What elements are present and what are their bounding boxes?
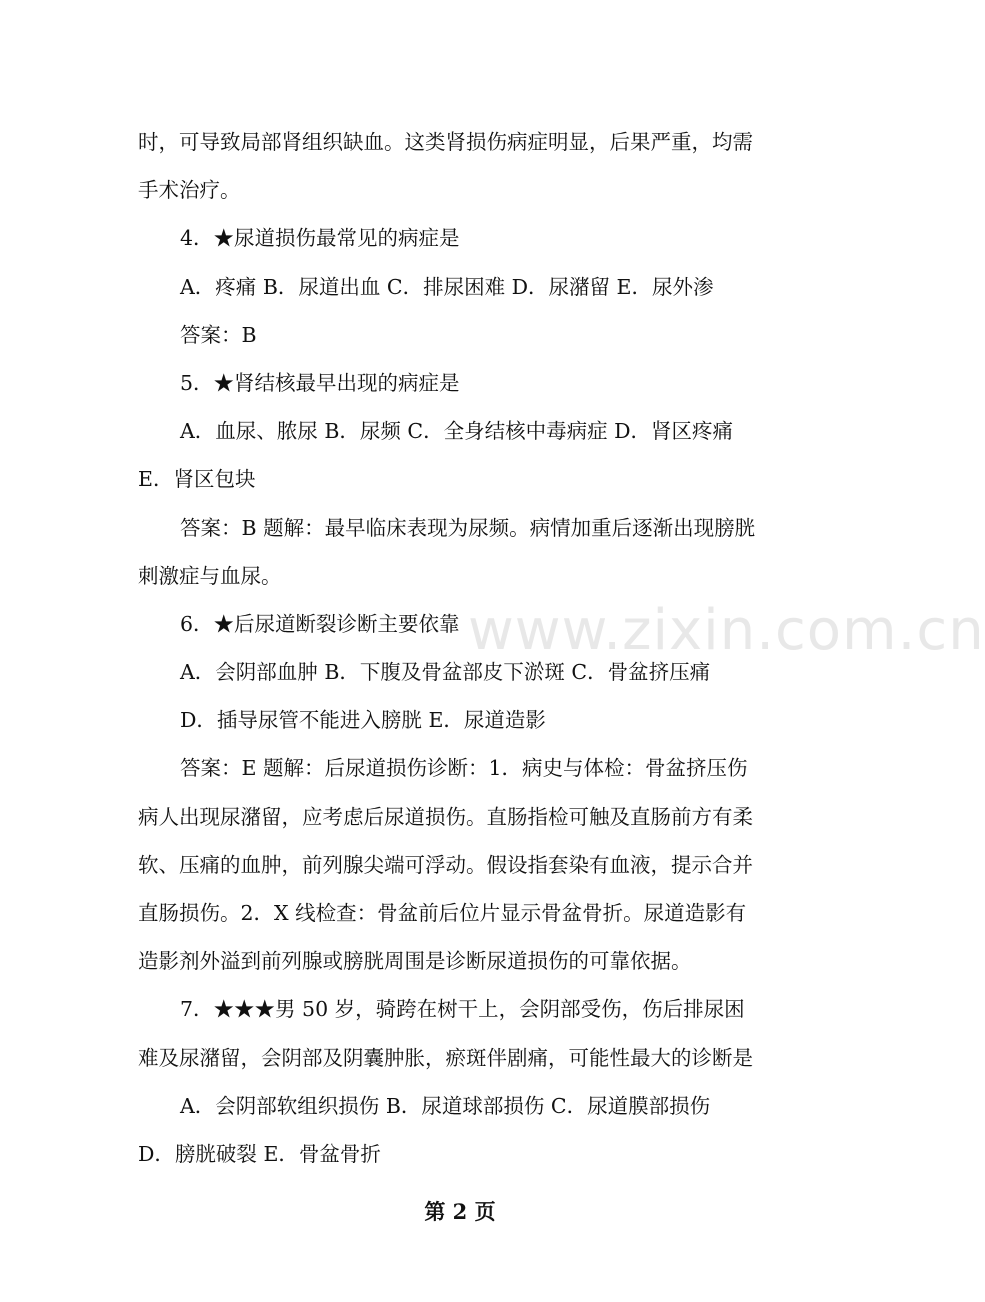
text-line: 5．★肾结核最早出现的病症是 bbox=[180, 370, 460, 395]
text-line: 造影剂外溢到前列腺或膀胱周围是诊断尿道损伤的可靠依据。 bbox=[138, 949, 692, 974]
text-line: D．插导尿管不能进入膀胱 E．尿道造影 bbox=[180, 708, 546, 733]
text-line: 难及尿潴留，会阴部及阴囊肿胀，瘀斑伴剧痛，可能性最大的诊断是 bbox=[138, 1045, 753, 1070]
text-line: E．肾区包块 bbox=[138, 467, 256, 492]
text-line: A．会阴部血肿 B．下腹及骨盆部皮下淤斑 C．骨盆挤压痛 bbox=[180, 660, 711, 685]
body-text bbox=[138, 118, 788, 1178]
page-number: 第 2 页 bbox=[424, 1199, 496, 1224]
text-line: 软、压痛的血肿，前列腺尖端可浮动。假设指套染有血液，提示合并 bbox=[138, 852, 753, 877]
text-line: A．血尿、脓尿 B．尿频 C．全身结核中毒病症 D．肾区疼痛 bbox=[180, 419, 734, 444]
text-line: 手术治疗。 bbox=[138, 178, 241, 203]
text-line: A．疼痛 B．尿道出血 C．排尿困难 D．尿潴留 E．尿外渗 bbox=[180, 274, 714, 299]
text-line: 时，可导致局部肾组织缺血。这类肾损伤病症明显，后果严重，均需 bbox=[138, 130, 753, 154]
text-line: 答案：B bbox=[180, 322, 257, 347]
watermark: www.zixin.com.cn bbox=[468, 598, 985, 663]
text-line: 直肠损伤。2．X 线检查：骨盆前后位片显示骨盆骨折。尿道造影有 bbox=[138, 901, 747, 925]
text-line: 刺激症与血尿。 bbox=[138, 563, 282, 588]
text-line: 7．★★★男 50 岁，骑跨在树干上，会阴部受伤，伤后排尿困 bbox=[180, 997, 745, 1022]
text-line: 6．★后尿道断裂诊断主要依靠 bbox=[180, 611, 460, 636]
text-line: 答案：E 题解：后尿道损伤诊断：1．病史与体检：骨盆挤压伤 bbox=[180, 756, 748, 781]
text-line: D．膀胱破裂 E．骨盆骨折 bbox=[138, 1141, 381, 1166]
text-line: 病人出现尿潴留，应考虑后尿道损伤。直肠指检可触及直肠前方有柔 bbox=[138, 804, 753, 829]
text-line: A．会阴部软组织损伤 B．尿道球部损伤 C．尿道膜部损伤 bbox=[180, 1093, 711, 1118]
text-line: 答案：B 题解：最早临床表现为尿频。病情加重后逐渐出现膀胱 bbox=[180, 515, 756, 540]
text-line: 4．★尿道损伤最常见的病症是 bbox=[180, 226, 460, 251]
